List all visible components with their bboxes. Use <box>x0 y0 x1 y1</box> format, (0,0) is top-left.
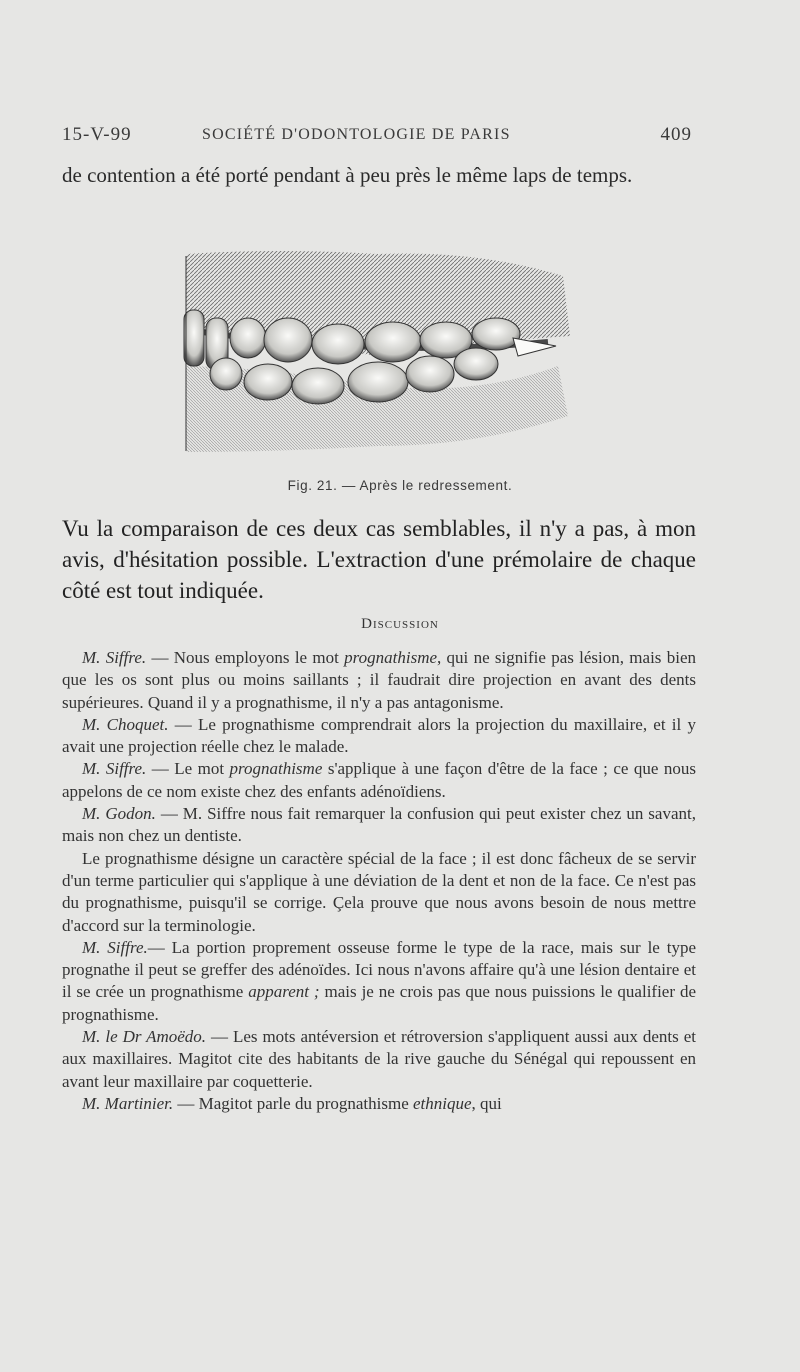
emphasis-text: prognathisme <box>229 759 323 779</box>
paragraph-text: — La portion proprement osseuse forme le type de la race, mais sur le type prognathe il peut se greffer des adénoïdes. Ici nous n'avons affaire qu'à une lésion dentaire et il se crée un prognathisme <box>62 937 696 1002</box>
lead-paragraph: Vu la comparaison de ces deux cas semblables, il n'y a pas, à mon avis, d'hésitation possible. L'extraction d'une prémolaire de chaque côté est tout indiquée. <box>62 516 696 603</box>
section-title: Discussion <box>361 616 439 632</box>
discussion-body <box>62 647 696 1115</box>
speaker-name: M. le Dr Amoëdo. <box>82 1027 207 1047</box>
discussion-paragraph <box>62 848 696 937</box>
paragraph-text: , qui ne signifie pas lésion, mais bien que les os sont plus ou moins saillants ; il faudrait dire projection en avant des dents supérieures. Quand il y a prognathisme, il n'y a pas antagonisme. <box>62 648 696 712</box>
discussion-paragraph <box>62 1026 696 1093</box>
page-number: 409 <box>660 124 692 145</box>
discussion-paragraph <box>62 1093 696 1115</box>
discussion-paragraph <box>62 647 696 714</box>
speaker-name: M. Choquet. <box>82 714 169 734</box>
teeth-engraving <box>178 246 578 454</box>
paragraph-text: — M. Siffre nous fait remarquer la confusion qui peut exister chez un savant, mais non chez un dentiste. <box>62 804 696 846</box>
emphasis-text: prognathisme <box>344 648 438 667</box>
header-journal-title: SOCIÉTÉ D'ODONTOLOGIE DE PARIS <box>202 126 511 143</box>
discussion-paragraph <box>62 803 696 848</box>
paragraph-text: — Magitot parle du prognathisme <box>173 1093 413 1113</box>
paragraph-text: — Le mot <box>146 759 230 779</box>
paragraph-text: — Nous employons le mot <box>146 648 345 667</box>
dental-illustration <box>178 246 578 454</box>
paragraph-text: , qui <box>471 1093 502 1113</box>
speaker-name: M. Godon. <box>82 804 156 824</box>
speaker-name: M. Siffre. <box>82 937 148 957</box>
speaker-name: M. Martinier. <box>82 1093 174 1113</box>
discussion-paragraph <box>62 714 696 759</box>
paragraph-text: Le prognathisme désigne un caractère spécial de la face ; il est donc fâcheux de se servir d'un terme particulier qui s'applique à une déviation de la dent et non de la face. Ce n'est pas du prognathisme, puisqu'il se corrige. Çela prouve que nous avons besoin de nous mettre d'accord sur la terminologie. <box>62 848 696 935</box>
discussion-paragraph <box>62 937 696 1026</box>
intro-text: de contention a été porté pendant à peu près le même laps de temps. <box>62 163 633 187</box>
emphasis-text: apparent ; <box>248 982 320 1002</box>
speaker-name: M. Siffre. <box>82 648 147 667</box>
figure-caption: Fig. 21. — Après le redressement. <box>287 478 513 493</box>
running-header <box>62 124 692 150</box>
discussion-paragraph <box>62 758 696 803</box>
paragraph-text: mais je ne crois pas que nous puissions le qualifier de prognathisme. <box>62 982 697 1024</box>
paragraph-text: s'applique à une façon d'être de la face ; ce que nous appelons de ce nom existe chez des enfants adénoïdiens. <box>62 759 696 801</box>
speaker-name: M. Siffre. <box>82 759 147 779</box>
paragraph-text: — Le prognathisme comprendrait alors la projection du maxillaire, et il y avait une projection réelle chez le malade. <box>62 714 696 757</box>
header-date: 15-V-99 <box>62 124 132 145</box>
emphasis-text: ethnique <box>412 1093 472 1113</box>
paragraph-text: — Les mots antéversion et rétroversion s'appliquent aussi aux dents et aux maxillaires. Magitot cite des habitants de la rive gauche du Sénégal qui repoussent en avant leur maxillaire par coquetterie. <box>62 1027 696 1091</box>
